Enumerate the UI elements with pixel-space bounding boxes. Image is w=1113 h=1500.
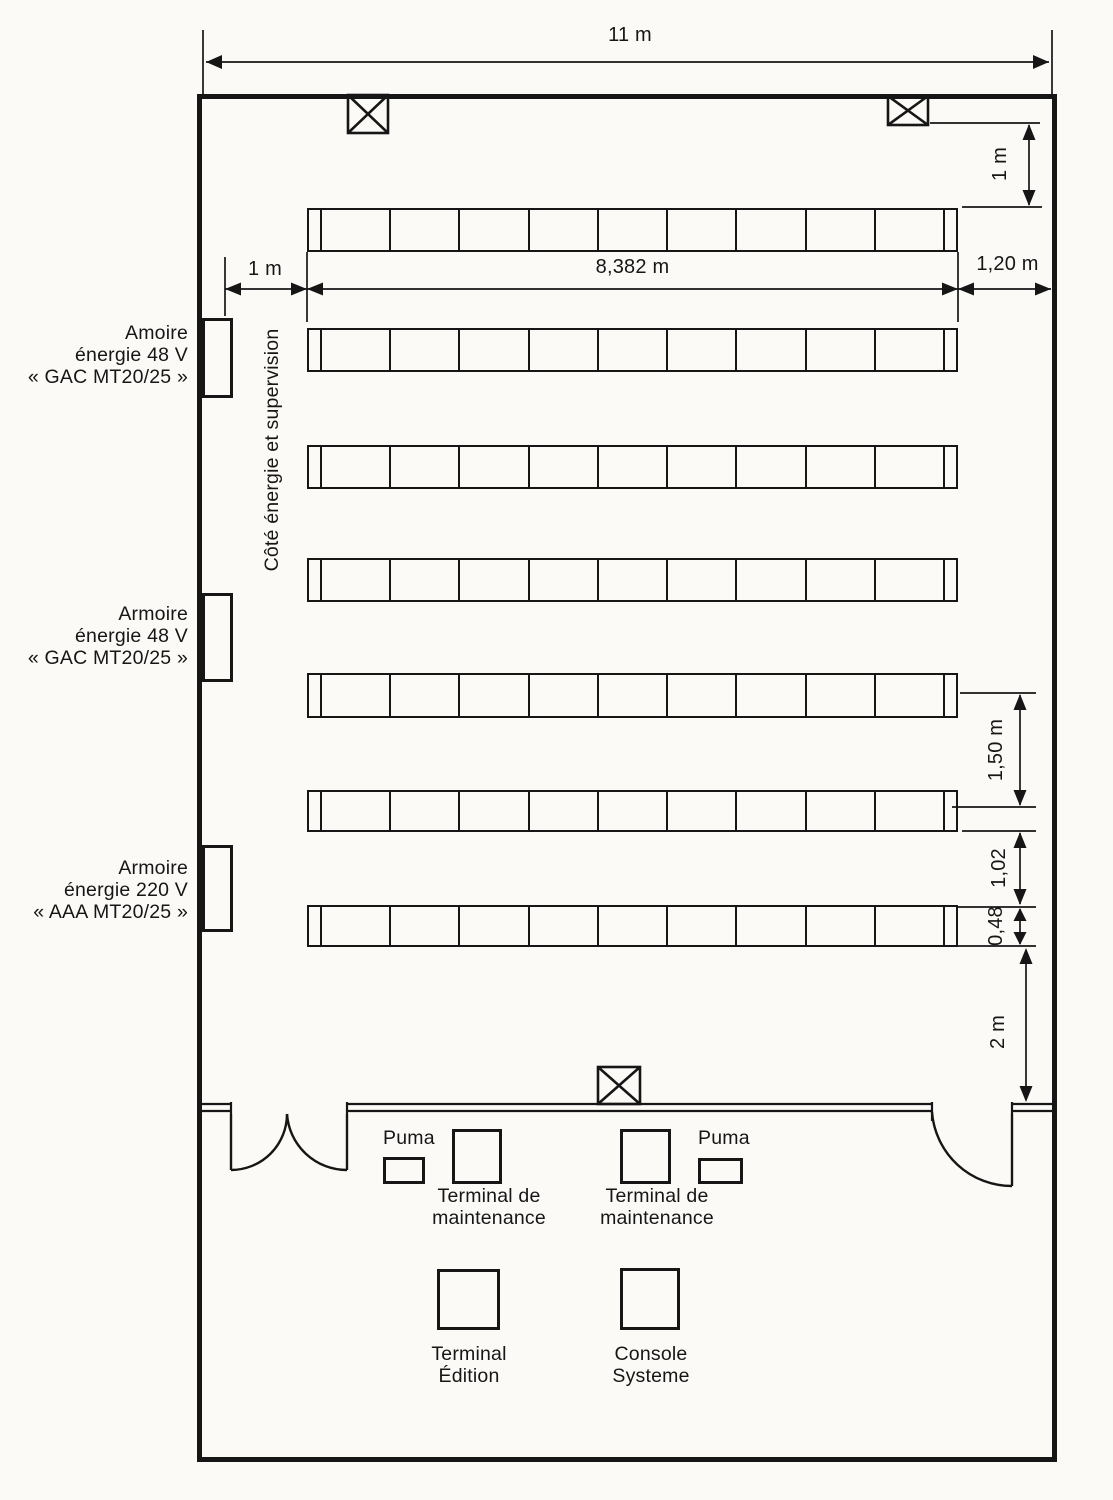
rack-bay — [530, 792, 599, 830]
rack-end-cap — [945, 330, 956, 370]
rack-bay — [599, 560, 668, 600]
rack-bay — [668, 447, 737, 487]
rack-end-cap — [309, 330, 322, 370]
rack-bay — [737, 447, 806, 487]
rack-bay — [391, 792, 460, 830]
rack-bay — [737, 792, 806, 830]
rack-end-cap — [945, 907, 956, 945]
rack-bay — [460, 675, 529, 716]
cabinet-energy-220v — [202, 845, 233, 932]
rack-end-cap — [309, 560, 322, 600]
rack-bay — [599, 210, 668, 250]
rack-bay — [322, 210, 391, 250]
rack-bay — [391, 675, 460, 716]
cabinet-energy-48v-2 — [202, 593, 233, 682]
rack-bay — [737, 330, 806, 370]
dim-top-gap-label: 1 m — [989, 147, 1011, 181]
rack-bay — [599, 792, 668, 830]
rack-bay — [737, 560, 806, 600]
cabinet-energy-48v-1 — [202, 318, 233, 398]
rack-bay — [876, 330, 945, 370]
maintenance-terminal-right — [620, 1129, 671, 1184]
rack-bay — [322, 675, 391, 716]
rack-end-cap — [945, 675, 956, 716]
rack-bay — [322, 330, 391, 370]
room-outline — [197, 94, 1057, 1462]
maintenance-terminal-right-label: Terminal de maintenance — [600, 1185, 714, 1229]
rack-bay — [460, 907, 529, 945]
rack-end-cap — [309, 210, 322, 250]
puma-left-label: Puma — [383, 1127, 435, 1149]
rack-bay — [391, 907, 460, 945]
puma-right-label: Puma — [698, 1127, 750, 1149]
rack-bay — [876, 210, 945, 250]
edition-terminal-label: Terminal Édition — [431, 1343, 507, 1387]
rack-row-3 — [307, 445, 958, 489]
rack-bay — [807, 792, 876, 830]
system-console-label: Console Systeme — [612, 1343, 690, 1387]
dim-aisle-label: 1,02 — [988, 848, 1010, 888]
rack-bay — [668, 675, 737, 716]
rack-bay — [322, 907, 391, 945]
rack-bay — [599, 675, 668, 716]
rack-row-7 — [307, 905, 958, 947]
dim-room-width-label: 11 m — [608, 24, 652, 46]
rack-row-2 — [307, 328, 958, 372]
maintenance-terminal-left — [452, 1129, 502, 1184]
rack-bay — [668, 210, 737, 250]
dim-right-gap-label: 1,20 m — [976, 253, 1039, 275]
rack-bay — [668, 560, 737, 600]
dim-bottom-gap-label: 2 m — [987, 1015, 1009, 1049]
rack-end-cap — [945, 560, 956, 600]
rack-bay — [876, 675, 945, 716]
rack-bay — [876, 792, 945, 830]
rack-bay — [807, 210, 876, 250]
rack-bay — [460, 447, 529, 487]
puma-left-unit — [383, 1157, 425, 1184]
rack-bay — [876, 560, 945, 600]
dim-rack-length-label: 8,382 m — [595, 256, 670, 278]
dim-rack-depth-label: 0,48 — [985, 906, 1007, 946]
rack-bay — [599, 907, 668, 945]
rack-end-cap — [945, 447, 956, 487]
cabinet-1-label: Amoire énergie 48 V « GAC MT20/25 » — [27, 322, 188, 388]
rack-row-5 — [307, 673, 958, 718]
rack-end-cap — [309, 792, 322, 830]
rack-bay — [668, 907, 737, 945]
rack-bay — [391, 447, 460, 487]
rack-bay — [737, 907, 806, 945]
rack-bay — [807, 675, 876, 716]
rack-end-cap — [945, 792, 956, 830]
rack-bay — [807, 447, 876, 487]
rack-bay — [876, 907, 945, 945]
rack-bay — [599, 447, 668, 487]
system-console — [620, 1268, 680, 1330]
rack-bay — [322, 560, 391, 600]
rack-row-4 — [307, 558, 958, 602]
rack-bay — [530, 675, 599, 716]
rack-bay — [668, 792, 737, 830]
rack-row-1 — [307, 208, 958, 252]
rack-bay — [530, 907, 599, 945]
rack-bay — [460, 210, 529, 250]
rack-bay — [530, 330, 599, 370]
edition-terminal — [437, 1269, 500, 1330]
rack-bay — [322, 447, 391, 487]
rack-bay — [668, 330, 737, 370]
rack-end-cap — [309, 907, 322, 945]
rack-bay — [530, 447, 599, 487]
rack-bay — [322, 792, 391, 830]
cabinet-3-label: Armoire énergie 220 V « AAA MT20/25 » — [33, 857, 188, 923]
rack-end-cap — [945, 210, 956, 250]
rack-bay — [460, 792, 529, 830]
rack-bay — [391, 560, 460, 600]
rack-bay — [391, 330, 460, 370]
rack-end-cap — [309, 447, 322, 487]
maintenance-terminal-left-label: Terminal de maintenance — [432, 1185, 546, 1229]
rack-bay — [599, 330, 668, 370]
dim-left-gap-label: 1 m — [248, 258, 282, 280]
rack-bay — [460, 560, 529, 600]
rack-bay — [807, 907, 876, 945]
rack-bay — [460, 330, 529, 370]
rack-end-cap — [309, 675, 322, 716]
rack-bay — [530, 560, 599, 600]
side-label: Côté énergie et supervision — [261, 328, 283, 572]
rack-bay — [807, 560, 876, 600]
rack-bay — [876, 447, 945, 487]
puma-right-unit — [698, 1158, 743, 1184]
cabinet-2-label: Armoire énergie 48 V « GAC MT20/25 » — [27, 603, 188, 669]
dim-row-pitch-label: 1,50 m — [985, 718, 1007, 782]
rack-bay — [530, 210, 599, 250]
rack-bay — [737, 210, 806, 250]
rack-bay — [391, 210, 460, 250]
rack-row-6 — [307, 790, 958, 832]
rack-bay — [807, 330, 876, 370]
rack-bay — [737, 675, 806, 716]
